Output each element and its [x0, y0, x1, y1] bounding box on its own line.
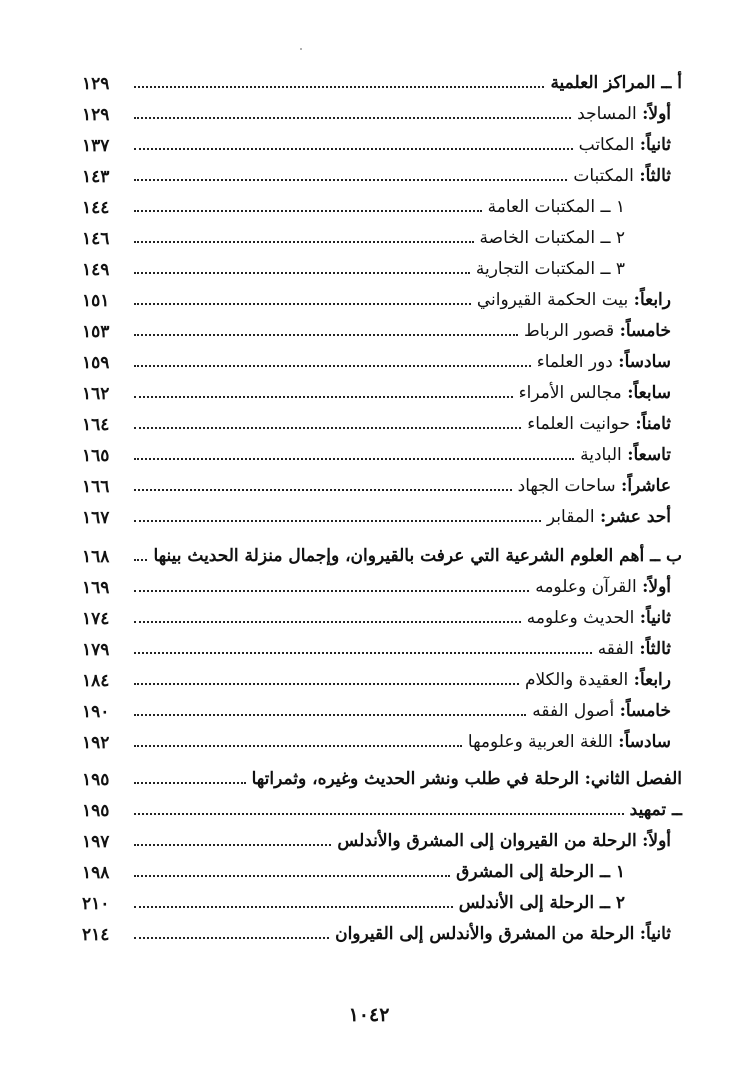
toc-entry-label: أولاً: — [642, 577, 671, 597]
toc-entry-label: سادساً: — [618, 352, 671, 372]
toc-page-number: ١٦٧ — [82, 508, 110, 528]
toc-entry-label: ثالثاً: — [639, 639, 671, 659]
toc-entry — [82, 828, 682, 858]
toc-page-number: ٢١٤ — [82, 925, 110, 945]
dot-leader — [134, 590, 529, 592]
toc-entry-text — [521, 608, 671, 628]
toc-entry-title: المقابر — [546, 507, 595, 527]
toc-entry-text — [519, 670, 671, 690]
toc-page-number: ١٩٢ — [82, 733, 110, 753]
toc-entry-text — [482, 197, 625, 217]
dot-leader — [134, 745, 462, 747]
toc-page-number: ١٩٥ — [82, 801, 110, 821]
toc-entry — [82, 543, 682, 573]
toc-entry-text — [592, 639, 671, 659]
toc-entry — [82, 225, 682, 255]
toc-entry — [82, 797, 682, 827]
toc-entry-title: قصور الرباط — [523, 321, 615, 341]
toc-heading: ب ــ أهم العلوم الشرعية التي عرفت بالقيروان، وإجمال منزلة الحديث بينها — [153, 546, 682, 566]
toc-entry-text — [246, 769, 682, 789]
toc-entry-text — [526, 701, 671, 721]
page-number-footer: ١٠٤٢ — [348, 1004, 390, 1026]
toc-entry-text — [521, 414, 671, 434]
toc-entry-title: ١ ــ المكتبات العامة — [487, 197, 625, 217]
toc-entry-text — [513, 383, 671, 403]
toc-page-number: ١٩٨ — [82, 863, 110, 883]
toc-entry-title: ساحات الجهاد — [517, 476, 616, 496]
toc-entry-title: بيت الحكمة القيرواني — [476, 290, 629, 310]
toc-page-number: ١٤٦ — [82, 229, 110, 249]
dot-leader — [134, 621, 521, 623]
toc-page-number: ١٥٩ — [82, 353, 110, 373]
toc-entry-title: القرآن وعلومه — [535, 577, 637, 597]
toc-entry — [82, 411, 682, 441]
toc-entry-label: أولاً: — [642, 104, 671, 124]
toc-entry-title: المساجد — [577, 104, 637, 124]
toc-page-number: ١٧٩ — [82, 640, 110, 660]
toc-entry-title: ٢ ــ الرحلة إلى الأندلس — [458, 893, 625, 913]
toc-entry-label: ثالثاً: — [639, 166, 671, 186]
toc-entry — [82, 287, 682, 317]
dot-leader — [134, 427, 521, 429]
toc-entry — [82, 70, 682, 100]
dot-leader — [134, 458, 574, 460]
toc-entry — [82, 132, 682, 162]
toc-entry-text — [450, 862, 625, 882]
toc-entry-text — [574, 445, 671, 465]
toc-entry — [82, 163, 682, 193]
toc-entry-title: الحديث وعلومه — [526, 608, 635, 628]
toc-entry-title: ٣ ــ المكتبات التجارية — [475, 259, 625, 279]
toc-page-number: ١٣٧ — [82, 136, 110, 156]
toc-entry-title: مجالس الأمراء — [518, 383, 622, 403]
toc-entry-label: رابعاً: — [633, 290, 671, 310]
toc-entry — [82, 605, 682, 635]
toc-page-number: ١٩٠ — [82, 702, 110, 722]
dot-leader — [134, 334, 518, 336]
toc-entry-title: العقيدة والكلام — [525, 670, 629, 690]
toc-entry-title: الرحلة من القيروان إلى المشرق والأندلس — [337, 831, 637, 851]
toc-entry-title: المكتبات — [573, 166, 634, 186]
toc-entry — [82, 636, 682, 666]
dot-leader — [134, 179, 567, 181]
toc-page-number: ١٤٣ — [82, 167, 110, 187]
toc-entry-text — [567, 166, 671, 186]
dot-leader — [134, 117, 571, 119]
toc-page-number: ١٦٦ — [82, 477, 110, 497]
toc-heading: أ ــ المراكز العلمية — [550, 73, 682, 93]
toc-entry-label: ثانياً: — [639, 135, 671, 155]
toc-entry-title: الرحلة من المشرق والأندلس إلى القيروان — [335, 924, 635, 944]
toc-page-number: ١٤٩ — [82, 260, 110, 280]
toc-entry — [82, 667, 682, 697]
toc-page-number: ١٢٩ — [82, 105, 110, 125]
toc-entry-text — [541, 507, 671, 527]
toc-entry — [82, 318, 682, 348]
toc-page-number: ١٦٩ — [82, 578, 110, 598]
toc-page-number: ١٦٤ — [82, 415, 110, 435]
toc-entry — [82, 859, 682, 889]
toc-page-number: ١٢٩ — [82, 74, 110, 94]
toc-entry-title: البادية — [580, 445, 622, 465]
toc-entry-text — [331, 831, 671, 851]
toc-entry — [82, 729, 682, 759]
toc-entry-text — [462, 732, 671, 752]
dot-leader — [134, 210, 482, 212]
toc-page-number: ١٦٨ — [82, 547, 110, 567]
toc-entry-text — [518, 321, 671, 341]
toc-entry-text — [329, 924, 671, 944]
toc-entry-text — [624, 800, 682, 820]
toc-entry-label: سابعاً: — [627, 383, 671, 403]
toc-entry-label: ثانياً: — [639, 608, 671, 628]
toc-entry — [82, 256, 682, 286]
dot-leader — [134, 148, 573, 150]
toc-page-number: ١٥٣ — [82, 322, 110, 342]
toc-entry-label: الفصل الثاني: — [584, 769, 682, 789]
toc-entry-title: الرحلة في طلب ونشر الحديث وغيره، وثمراتها — [251, 769, 580, 789]
dot-leader — [134, 489, 512, 491]
dot-leader — [134, 813, 624, 815]
toc-page-number: ١٦٥ — [82, 446, 110, 466]
toc-entry-text — [474, 228, 625, 248]
toc-entry — [82, 921, 682, 951]
dot-leader — [134, 86, 544, 88]
toc-entry-text — [471, 290, 671, 310]
scan-speck — [300, 48, 302, 50]
dot-leader — [134, 652, 592, 654]
toc-entry-text — [453, 893, 625, 913]
toc-entry-text — [529, 577, 671, 597]
toc-page-number: ١٤٤ — [82, 198, 110, 218]
toc-page-number: ٢١٠ — [82, 894, 110, 914]
dot-leader — [134, 714, 526, 716]
toc-page-number: ١٧٤ — [82, 609, 110, 629]
dot-leader — [134, 303, 471, 305]
toc-entry-label: ثامناً: — [635, 414, 671, 434]
toc-entry-label: أولاً: — [642, 831, 671, 851]
toc-entry-title: ١ ــ الرحلة إلى المشرق — [456, 862, 625, 882]
toc-page-number: ١٩٥ — [82, 770, 110, 790]
toc-entry — [82, 890, 682, 920]
toc-page-number: ١٩٧ — [82, 832, 110, 852]
toc-page-number: ١٨٤ — [82, 671, 110, 691]
dot-leader — [134, 875, 450, 877]
toc-entry-text — [544, 73, 682, 93]
toc-entry-title: الفقه — [597, 639, 634, 659]
toc-entry — [82, 194, 682, 224]
toc-entry-label: عاشراً: — [621, 476, 671, 496]
toc-page-number: ١٦٢ — [82, 384, 110, 404]
toc-entry-label: أحد عشر: — [599, 507, 671, 527]
toc-entry-label: خامساً: — [619, 701, 671, 721]
toc-entry-text — [571, 104, 671, 124]
toc-entry — [82, 349, 682, 379]
dot-leader — [134, 906, 453, 908]
toc-entry — [82, 101, 682, 131]
toc-page-number: ١٥١ — [82, 291, 110, 311]
toc-entry-title: حوانيت العلماء — [527, 414, 630, 434]
toc-entry-label: تاسعاً: — [627, 445, 671, 465]
toc-entry-title: ٢ ــ المكتبات الخاصة — [479, 228, 625, 248]
dot-leader — [134, 782, 246, 784]
toc-entry-title: ــ تمهيد — [629, 800, 682, 820]
dot-leader — [134, 937, 329, 939]
dot-leader — [134, 272, 470, 274]
toc-entry — [82, 574, 682, 604]
toc-entry — [82, 380, 682, 410]
dot-leader — [134, 396, 513, 398]
toc-entry-text — [512, 476, 671, 496]
dot-leader — [134, 844, 331, 846]
dot-leader — [134, 241, 474, 243]
toc-entry-label: ثانياً: — [639, 924, 671, 944]
toc-entry-title: المكاتب — [578, 135, 635, 155]
dot-leader — [134, 559, 147, 561]
toc-entry — [82, 473, 682, 503]
dot-leader — [134, 683, 519, 685]
toc-entry — [82, 504, 682, 534]
toc-entry-text — [531, 352, 671, 372]
toc-entry — [82, 442, 682, 472]
dot-leader — [134, 365, 531, 367]
toc-entry-text — [573, 135, 671, 155]
toc-entry-text — [147, 546, 682, 566]
toc-entry-title: أصول الفقه — [532, 701, 615, 721]
toc-entry-title: دور العلماء — [536, 352, 613, 372]
toc-entry-label: خامساً: — [619, 321, 671, 341]
toc-entry — [82, 766, 682, 796]
toc-entry-label: سادساً: — [618, 732, 671, 752]
toc-entry-label: رابعاً: — [633, 670, 671, 690]
toc-entry — [82, 698, 682, 728]
dot-leader — [134, 520, 541, 522]
toc-entry-text — [470, 259, 625, 279]
toc-entry-title: اللغة العربية وعلومها — [467, 732, 613, 752]
